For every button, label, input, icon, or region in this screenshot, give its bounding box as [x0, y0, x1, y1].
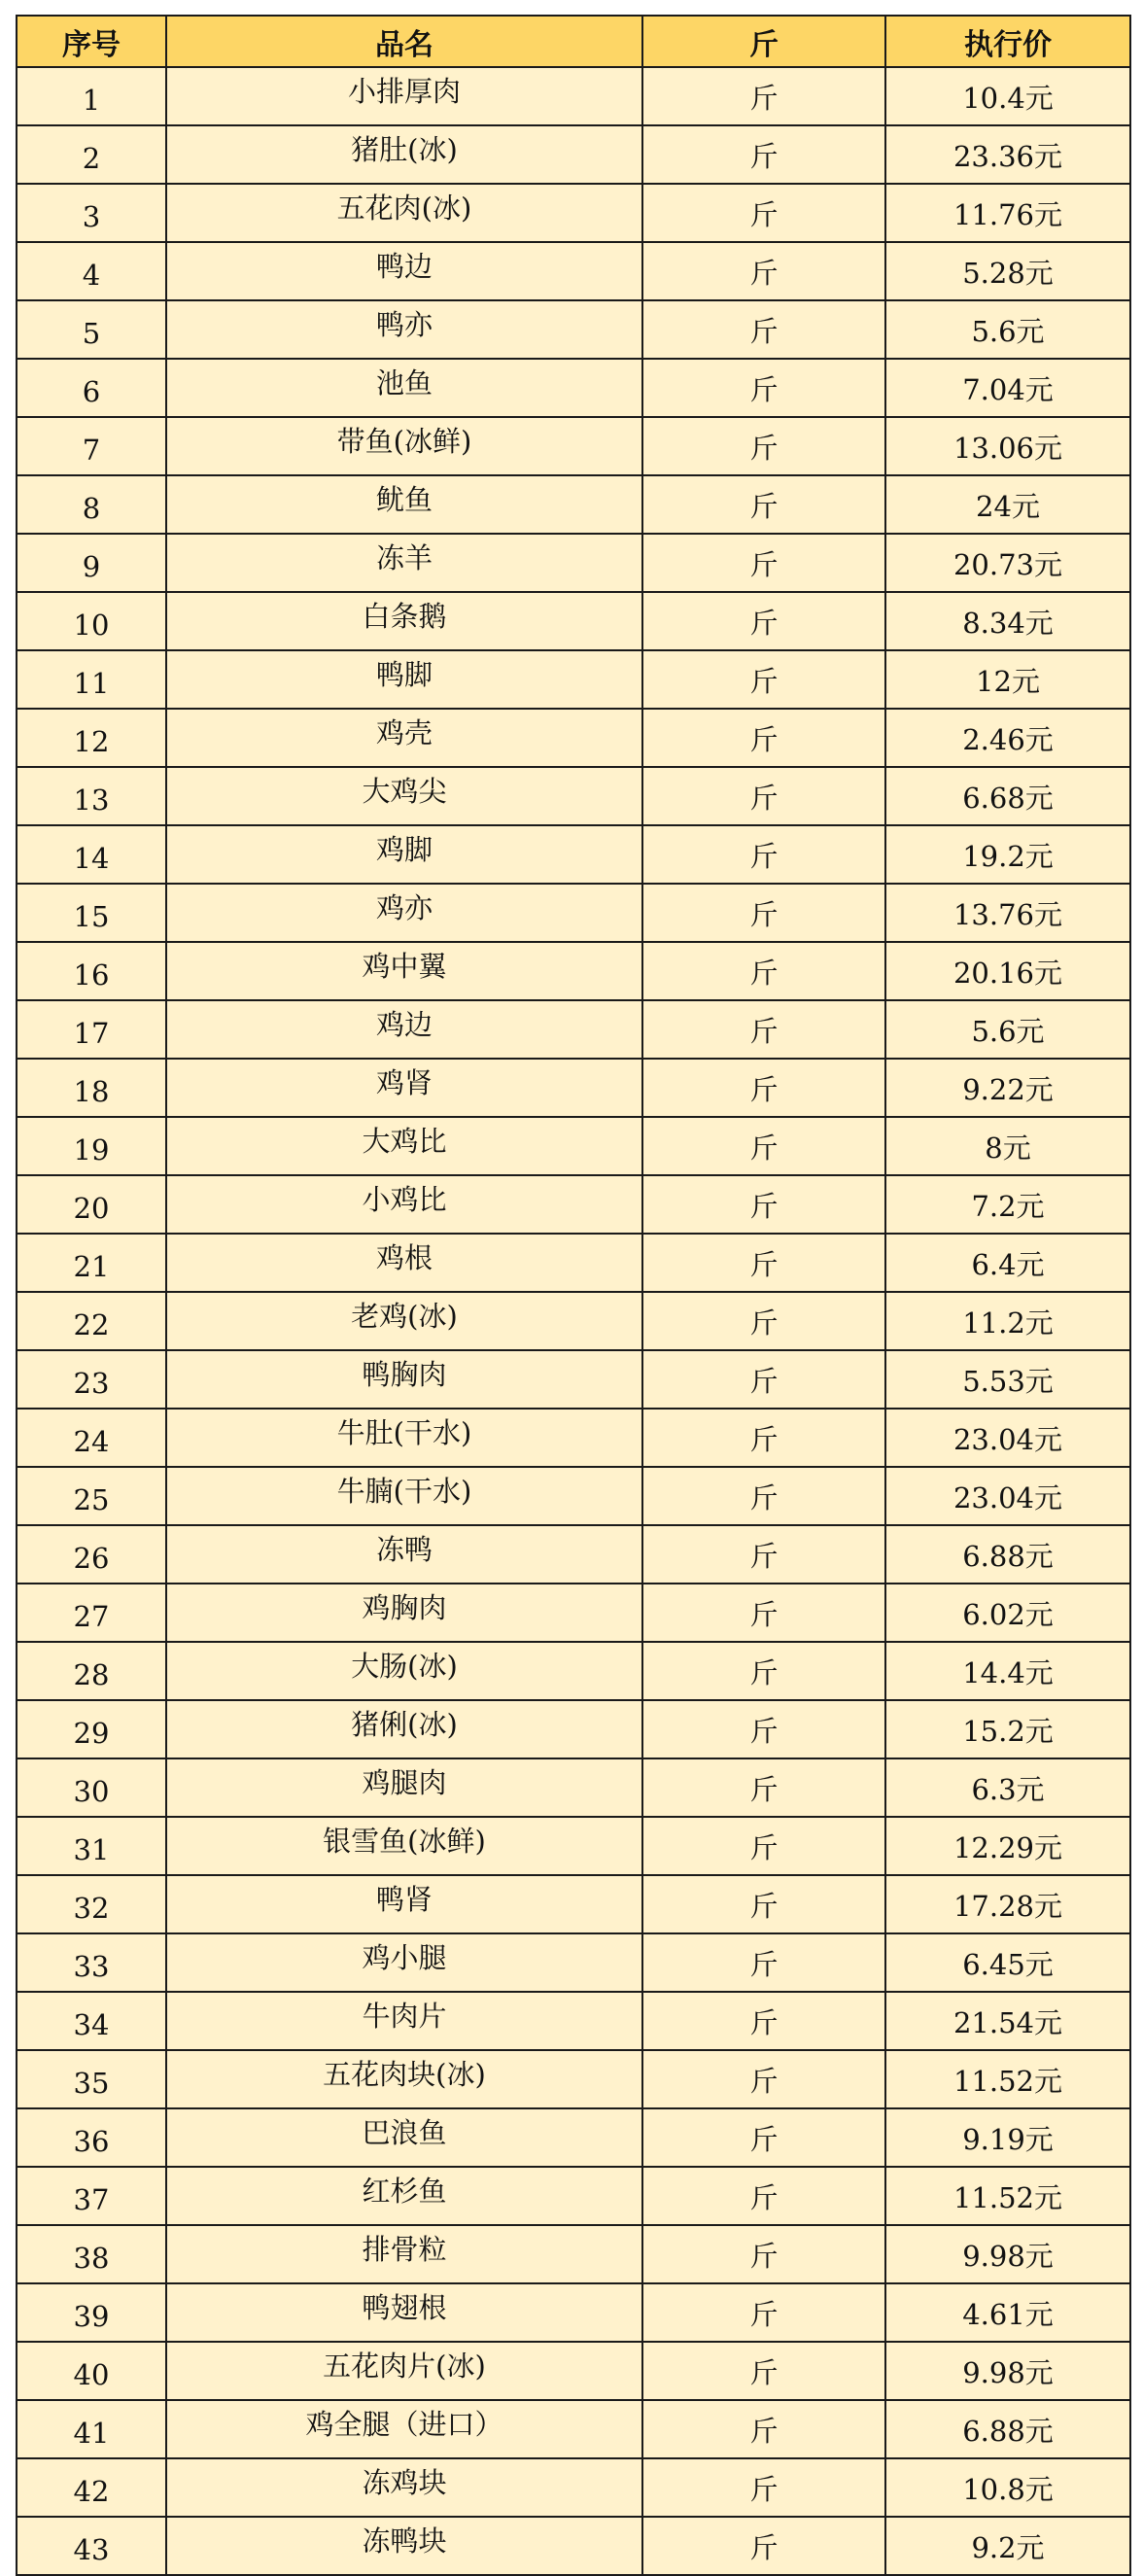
row-number: 37	[17, 2167, 166, 2225]
table-row	[17, 300, 1130, 359]
item-unit: 斤	[642, 1292, 885, 1350]
table-row	[17, 1817, 1130, 1875]
item-name: 小排厚肉	[166, 67, 642, 125]
table-row	[17, 359, 1130, 417]
item-price: 5.6元	[885, 300, 1130, 359]
item-name: 牛腩(干水)	[166, 1467, 642, 1525]
table-row	[17, 1642, 1130, 1700]
item-unit: 斤	[642, 2225, 885, 2283]
table-row	[17, 942, 1130, 1000]
table-row	[17, 884, 1130, 942]
item-price: 5.28元	[885, 242, 1130, 300]
item-unit: 斤	[642, 592, 885, 650]
table-row	[17, 475, 1130, 534]
item-unit: 斤	[642, 1992, 885, 2050]
item-name: 鸡脚	[166, 825, 642, 884]
table-row	[17, 1117, 1130, 1175]
row-number: 43	[17, 2517, 166, 2575]
table-row	[17, 2517, 1130, 2575]
row-number: 33	[17, 1933, 166, 1992]
item-price: 7.2元	[885, 1175, 1130, 1234]
item-name: 银雪鱼(冰鲜)	[166, 1817, 642, 1875]
row-number: 6	[17, 359, 166, 417]
row-number: 25	[17, 1467, 166, 1525]
item-price: 9.19元	[885, 2108, 1130, 2167]
row-number: 13	[17, 767, 166, 825]
table-row	[17, 184, 1130, 242]
item-name: 巴浪鱼	[166, 2108, 642, 2167]
row-number: 31	[17, 1817, 166, 1875]
row-number: 27	[17, 1584, 166, 1642]
row-number: 11	[17, 650, 166, 709]
row-number: 35	[17, 2050, 166, 2108]
item-unit: 斤	[642, 709, 885, 767]
row-number: 14	[17, 825, 166, 884]
item-unit: 斤	[642, 1875, 885, 1933]
item-price: 21.54元	[885, 1992, 1130, 2050]
item-name: 大鸡比	[166, 1117, 642, 1175]
row-number: 41	[17, 2400, 166, 2458]
item-price: 6.4元	[885, 1234, 1130, 1292]
item-price: 5.53元	[885, 1350, 1130, 1409]
item-price: 9.98元	[885, 2225, 1130, 2283]
item-price: 6.02元	[885, 1584, 1130, 1642]
item-name: 冻鸭	[166, 1525, 642, 1584]
item-name: 老鸡(冰)	[166, 1292, 642, 1350]
item-unit: 斤	[642, 242, 885, 300]
table-row	[17, 1584, 1130, 1642]
item-name: 牛肚(干水)	[166, 1409, 642, 1467]
item-name: 鸡亦	[166, 884, 642, 942]
item-name: 鸡全腿（进口）	[166, 2400, 642, 2458]
table-row	[17, 67, 1130, 125]
row-number: 21	[17, 1234, 166, 1292]
table-row	[17, 2400, 1130, 2458]
item-unit: 斤	[642, 1700, 885, 1758]
row-number: 18	[17, 1059, 166, 1117]
item-price: 15.2元	[885, 1700, 1130, 1758]
item-unit: 斤	[642, 1059, 885, 1117]
table-row	[17, 2283, 1130, 2342]
item-unit: 斤	[642, 1234, 885, 1292]
item-unit: 斤	[642, 2283, 885, 2342]
item-price: 11.52元	[885, 2167, 1130, 2225]
table-row	[17, 2225, 1130, 2283]
row-number: 32	[17, 1875, 166, 1933]
item-name: 鸡小腿	[166, 1933, 642, 1992]
item-unit: 斤	[642, 2050, 885, 2108]
item-name: 鱿鱼	[166, 475, 642, 534]
table-row	[17, 1525, 1130, 1584]
item-unit: 斤	[642, 1350, 885, 1409]
item-unit: 斤	[642, 2458, 885, 2517]
table-row	[17, 1700, 1130, 1758]
item-price: 5.6元	[885, 1000, 1130, 1059]
table-row	[17, 1933, 1130, 1992]
row-number: 42	[17, 2458, 166, 2517]
table-row	[17, 2108, 1130, 2167]
item-unit: 斤	[642, 2517, 885, 2575]
item-name: 鸡根	[166, 1234, 642, 1292]
item-name: 鸭肾	[166, 1875, 642, 1933]
table-header	[17, 16, 1130, 67]
row-number: 34	[17, 1992, 166, 2050]
item-name: 排骨粒	[166, 2225, 642, 2283]
item-price: 6.88元	[885, 2400, 1130, 2458]
header-price: 执行价	[885, 16, 1130, 67]
table-row	[17, 1234, 1130, 1292]
item-price: 13.06元	[885, 417, 1130, 475]
item-price: 20.16元	[885, 942, 1130, 1000]
item-price: 2.46元	[885, 709, 1130, 767]
item-price: 11.2元	[885, 1292, 1130, 1350]
table-row	[17, 1350, 1130, 1409]
row-number: 30	[17, 1758, 166, 1817]
table-row	[17, 534, 1130, 592]
item-name: 猪俐(冰)	[166, 1700, 642, 1758]
item-unit: 斤	[642, 1000, 885, 1059]
item-price: 17.28元	[885, 1875, 1130, 1933]
row-number: 9	[17, 534, 166, 592]
item-price: 24元	[885, 475, 1130, 534]
item-price: 23.04元	[885, 1409, 1130, 1467]
item-price: 6.3元	[885, 1758, 1130, 1817]
item-unit: 斤	[642, 67, 885, 125]
item-unit: 斤	[642, 2342, 885, 2400]
item-name: 小鸡比	[166, 1175, 642, 1234]
table-row	[17, 1409, 1130, 1467]
item-price: 13.76元	[885, 884, 1130, 942]
table-row	[17, 125, 1130, 184]
item-price: 9.2元	[885, 2517, 1130, 2575]
item-unit: 斤	[642, 417, 885, 475]
item-unit: 斤	[642, 1758, 885, 1817]
table-row	[17, 825, 1130, 884]
item-unit: 斤	[642, 1117, 885, 1175]
item-price: 12元	[885, 650, 1130, 709]
item-unit: 斤	[642, 300, 885, 359]
item-name: 冻羊	[166, 534, 642, 592]
item-unit: 斤	[642, 767, 885, 825]
table-row	[17, 2050, 1130, 2108]
item-price: 11.52元	[885, 2050, 1130, 2108]
table-body	[17, 67, 1130, 2575]
row-number: 15	[17, 884, 166, 942]
item-name: 鸭胸肉	[166, 1350, 642, 1409]
item-unit: 斤	[642, 1409, 885, 1467]
table-row	[17, 1175, 1130, 1234]
item-unit: 斤	[642, 2167, 885, 2225]
row-number: 23	[17, 1350, 166, 1409]
row-number: 39	[17, 2283, 166, 2342]
item-name: 鸭翅根	[166, 2283, 642, 2342]
table-row	[17, 709, 1130, 767]
item-price: 7.04元	[885, 359, 1130, 417]
item-name: 鸡中翼	[166, 942, 642, 1000]
item-name: 鸡腿肉	[166, 1758, 642, 1817]
item-name: 五花肉(冰)	[166, 184, 642, 242]
table-row	[17, 1992, 1130, 2050]
row-number: 38	[17, 2225, 166, 2283]
row-number: 8	[17, 475, 166, 534]
item-price: 23.04元	[885, 1467, 1130, 1525]
row-number: 24	[17, 1409, 166, 1467]
header-row	[17, 16, 1130, 67]
item-name: 五花肉块(冰)	[166, 2050, 642, 2108]
row-number: 22	[17, 1292, 166, 1350]
table-row	[17, 650, 1130, 709]
item-unit: 斤	[642, 1933, 885, 1992]
table-row	[17, 1758, 1130, 1817]
table-row	[17, 592, 1130, 650]
row-number: 19	[17, 1117, 166, 1175]
item-name: 大肠(冰)	[166, 1642, 642, 1700]
item-name: 鸭亦	[166, 300, 642, 359]
item-name: 带鱼(冰鲜)	[166, 417, 642, 475]
item-name: 白条鹅	[166, 592, 642, 650]
item-unit: 斤	[642, 884, 885, 942]
item-price: 6.68元	[885, 767, 1130, 825]
item-name: 鸡胸肉	[166, 1584, 642, 1642]
item-price: 8.34元	[885, 592, 1130, 650]
item-name: 五花肉片(冰)	[166, 2342, 642, 2400]
item-name: 鸡壳	[166, 709, 642, 767]
item-price: 9.98元	[885, 2342, 1130, 2400]
row-number: 5	[17, 300, 166, 359]
item-unit: 斤	[642, 534, 885, 592]
table-row	[17, 2167, 1130, 2225]
item-unit: 斤	[642, 825, 885, 884]
table-row	[17, 1292, 1130, 1350]
row-number: 1	[17, 67, 166, 125]
item-price: 6.88元	[885, 1525, 1130, 1584]
item-unit: 斤	[642, 184, 885, 242]
item-name: 冻鸭块	[166, 2517, 642, 2575]
item-name: 池鱼	[166, 359, 642, 417]
row-number: 17	[17, 1000, 166, 1059]
header-unit: 斤	[642, 16, 885, 67]
row-number: 28	[17, 1642, 166, 1700]
item-price: 19.2元	[885, 825, 1130, 884]
item-unit: 斤	[642, 475, 885, 534]
item-name: 红杉鱼	[166, 2167, 642, 2225]
table-row	[17, 417, 1130, 475]
table-row	[17, 2458, 1130, 2517]
item-price: 4.61元	[885, 2283, 1130, 2342]
row-number: 3	[17, 184, 166, 242]
item-name: 猪肚(冰)	[166, 125, 642, 184]
row-number: 4	[17, 242, 166, 300]
row-number: 10	[17, 592, 166, 650]
item-unit: 斤	[642, 1525, 885, 1584]
table-row	[17, 1000, 1130, 1059]
item-unit: 斤	[642, 1817, 885, 1875]
item-name: 鸭脚	[166, 650, 642, 709]
item-name: 牛肉片	[166, 1992, 642, 2050]
item-unit: 斤	[642, 125, 885, 184]
item-price: 14.4元	[885, 1642, 1130, 1700]
item-unit: 斤	[642, 1175, 885, 1234]
item-name: 鸡边	[166, 1000, 642, 1059]
row-number: 2	[17, 125, 166, 184]
row-number: 26	[17, 1525, 166, 1584]
item-name: 冻鸡块	[166, 2458, 642, 2517]
item-price: 9.22元	[885, 1059, 1130, 1117]
item-price: 11.76元	[885, 184, 1130, 242]
row-number: 36	[17, 2108, 166, 2167]
row-number: 20	[17, 1175, 166, 1234]
table-row	[17, 1467, 1130, 1525]
item-price: 20.73元	[885, 534, 1130, 592]
table-row	[17, 767, 1130, 825]
item-price: 8元	[885, 1117, 1130, 1175]
header-no: 序号	[17, 16, 166, 67]
row-number: 7	[17, 417, 166, 475]
item-price: 12.29元	[885, 1817, 1130, 1875]
row-number: 40	[17, 2342, 166, 2400]
item-unit: 斤	[642, 1467, 885, 1525]
row-number: 29	[17, 1700, 166, 1758]
item-price: 23.36元	[885, 125, 1130, 184]
item-unit: 斤	[642, 1642, 885, 1700]
item-price: 10.4元	[885, 67, 1130, 125]
table-row	[17, 1059, 1130, 1117]
item-unit: 斤	[642, 359, 885, 417]
item-name: 大鸡尖	[166, 767, 642, 825]
table-row	[17, 2342, 1130, 2400]
row-number: 12	[17, 709, 166, 767]
item-unit: 斤	[642, 2400, 885, 2458]
item-name: 鸡肾	[166, 1059, 642, 1117]
item-unit: 斤	[642, 2108, 885, 2167]
header-name: 品名	[166, 16, 642, 67]
item-name: 鸭边	[166, 242, 642, 300]
table-row	[17, 1875, 1130, 1933]
table-row	[17, 242, 1130, 300]
price-table	[16, 15, 1131, 2576]
item-unit: 斤	[642, 650, 885, 709]
item-price: 10.8元	[885, 2458, 1130, 2517]
item-price: 6.45元	[885, 1933, 1130, 1992]
row-number: 16	[17, 942, 166, 1000]
item-unit: 斤	[642, 942, 885, 1000]
item-unit: 斤	[642, 1584, 885, 1642]
